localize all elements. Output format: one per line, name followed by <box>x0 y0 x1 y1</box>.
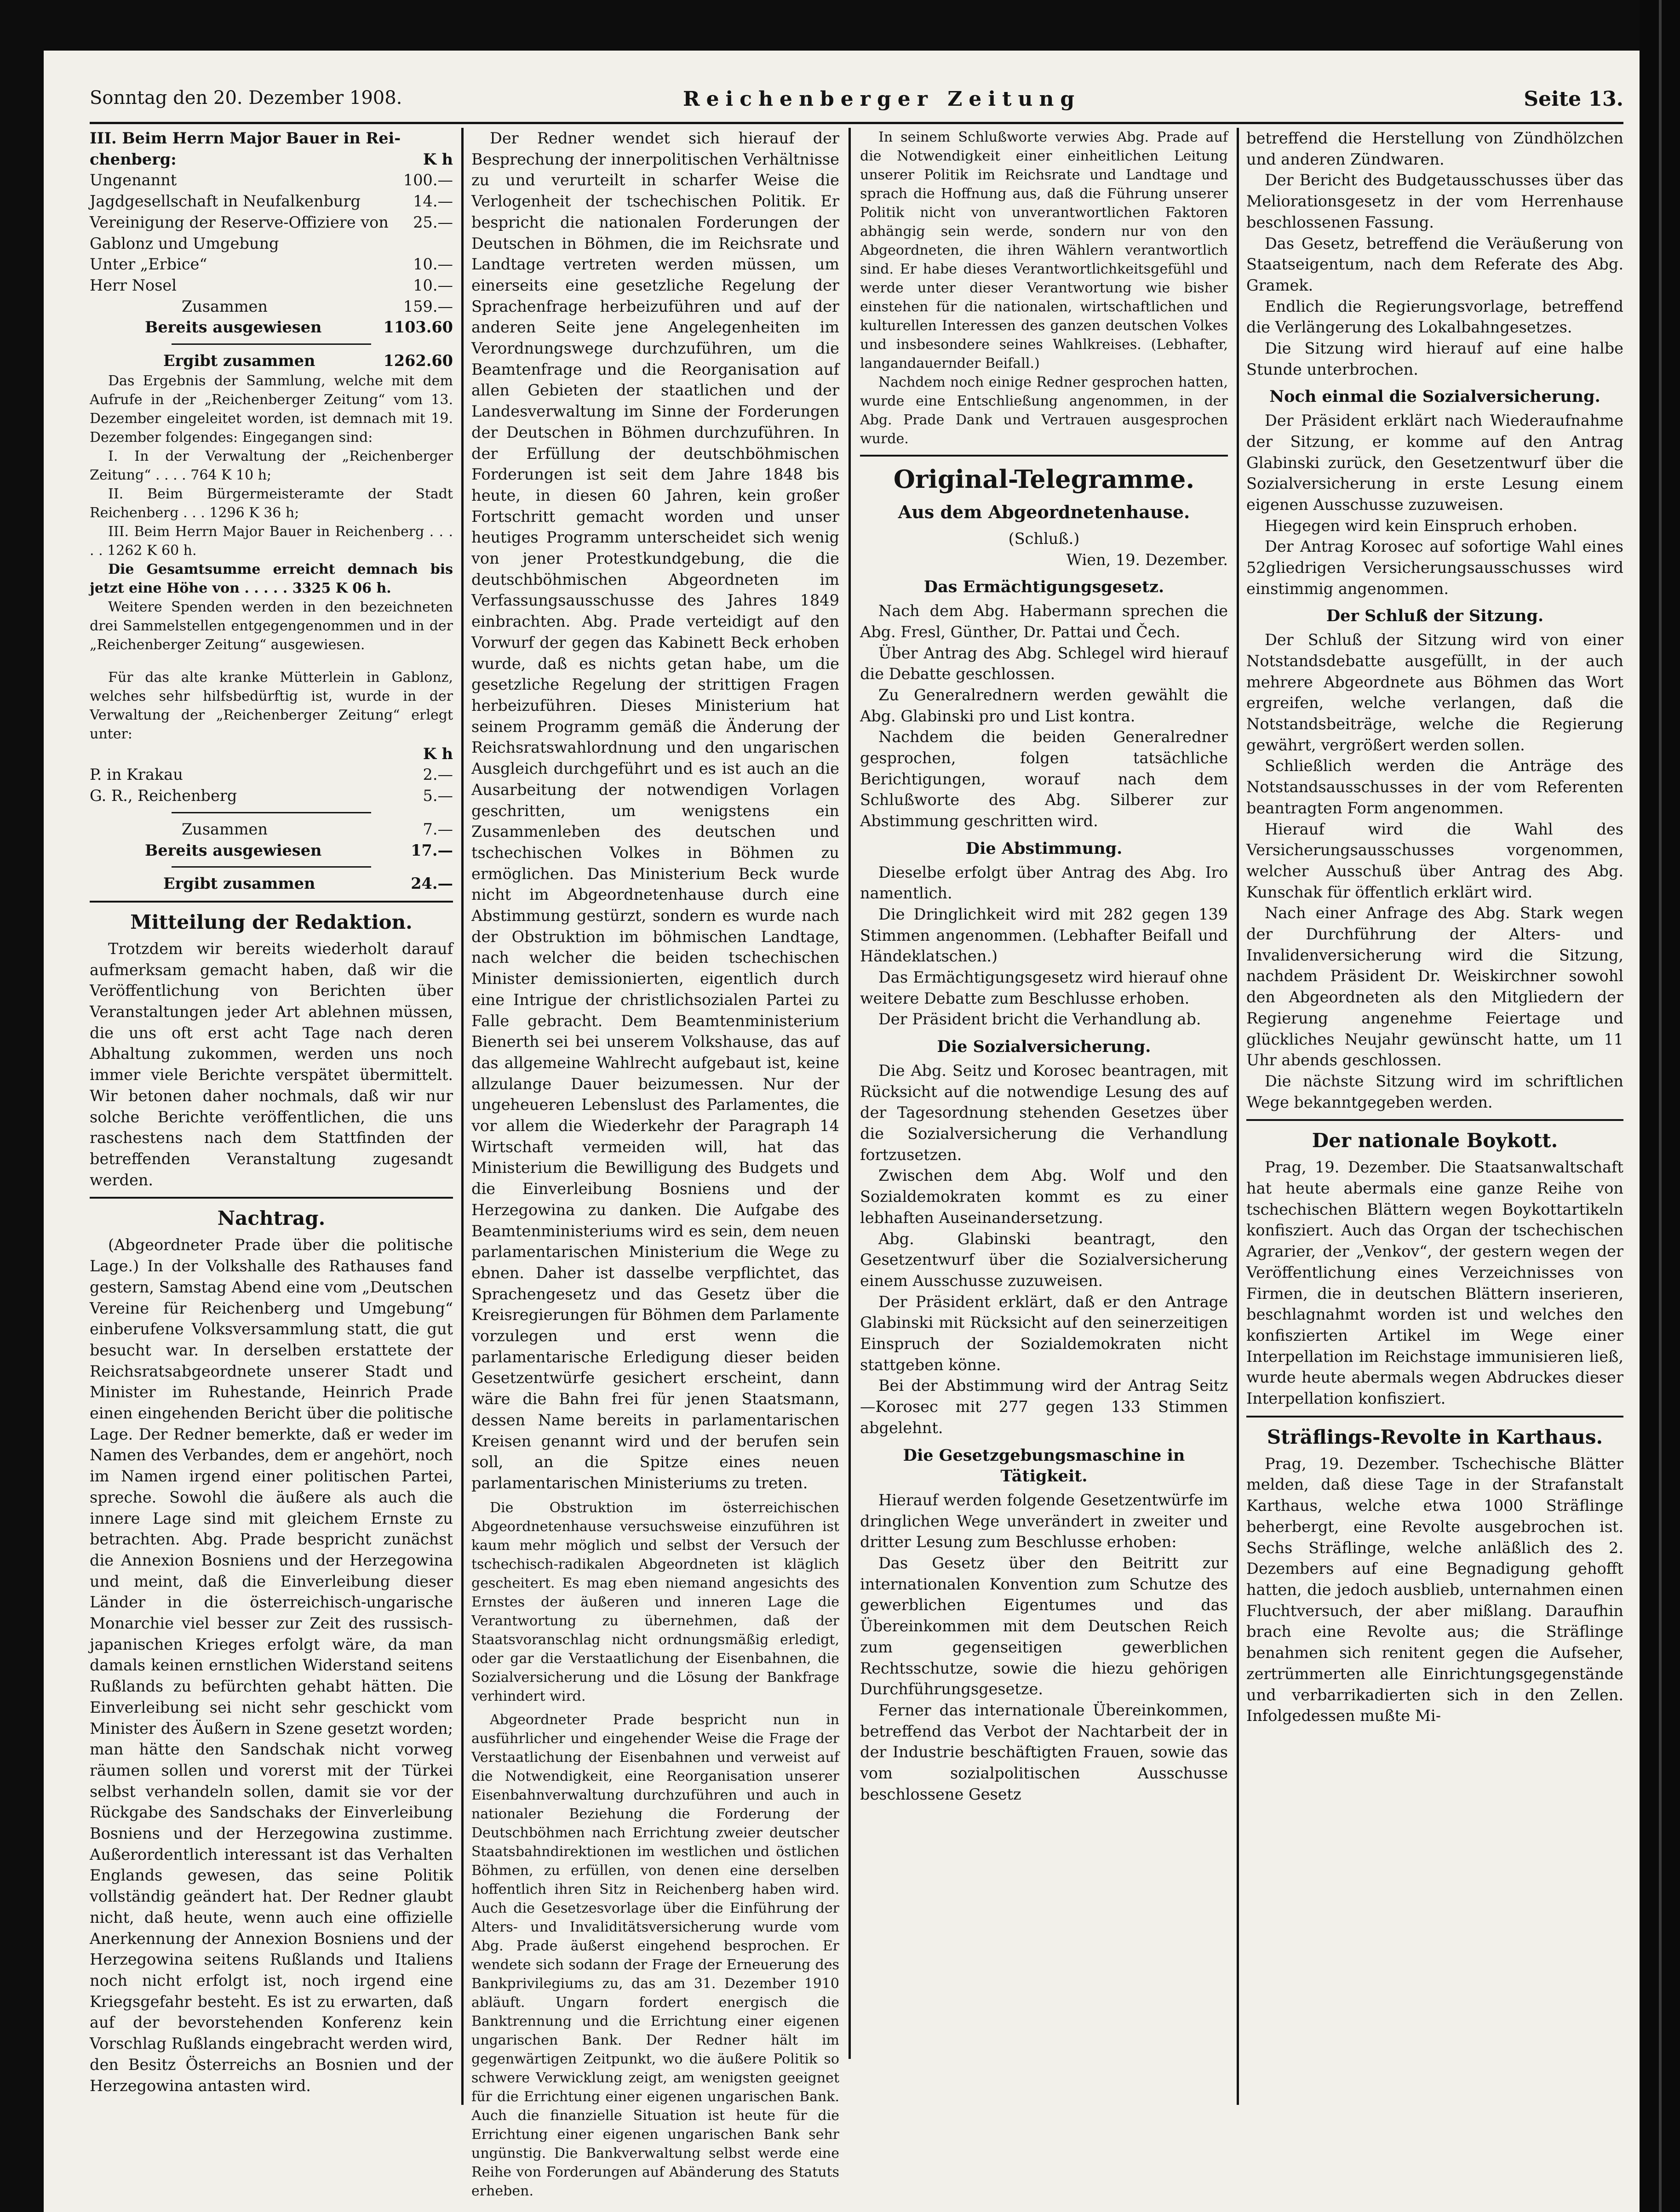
column-divider-3 <box>1237 128 1239 2105</box>
total2-label: Ergibt zusammen <box>163 875 315 893</box>
sozial-paragraph-1: Die Abg. Seitz und Korosec beantragen, mit Rücksicht auf die notwendige Lesung des auf der Tagesordnung stehenden Gesetzes über die Sozialversicherung die Verhandlung fortzusetzen. <box>860 1061 1228 1164</box>
staatseigentum-paragraph: Das Gesetz, betreffend die Veräußerung von Staatseigentum, nach dem Referate des Abg. Gramek. <box>1246 234 1623 294</box>
donation-label: Unter „Erbice“ <box>90 255 207 274</box>
gesetz-paragraph-3: Ferner das internationale Übereinkommen, betreffend das Verbot der Nachtarbeit der in der Industrie beschäftigten Frauen, sowie das vom sozialpolitischen Ausschusse beschlossene Gesetz <box>860 1701 1228 1803</box>
mother-donation-label: G. R., Reichenberg <box>90 787 237 805</box>
donation-label: Jagdgesellschaft in Neufalkenburg <box>90 192 361 211</box>
donation-row <box>90 275 453 296</box>
total1-amount: 1262.60 <box>383 352 453 370</box>
donations-heading-row <box>90 149 453 170</box>
ermaechtigung-paragraph-2: Über Antrag des Abg. Schlegel wird hierauf die Debatte geschlossen. <box>860 644 1228 683</box>
column-3 <box>860 128 1228 1967</box>
mother-donation-row <box>90 785 453 806</box>
section-rule-karthaus <box>1246 1416 1623 1418</box>
abstimmung-paragraph-3: Das Ermächtigungsgesetz wird hierauf ohne weitere Debatte zum Beschlusse erhoben. <box>860 968 1228 1007</box>
shown2-label: Bereits ausgewiesen <box>145 841 322 859</box>
sum1-label: Zusammen <box>182 297 268 315</box>
spine-edge-line <box>1659 0 1662 2212</box>
column-divider-1 <box>461 128 464 2105</box>
donation-amount: 100.— <box>403 171 453 189</box>
abstimmung-paragraph-1: Dieselbe erfolgt über Antrag des Abg. Iro namentlich. <box>860 863 1228 903</box>
mother-donation-amount: 2.— <box>423 766 453 784</box>
gesetz-paragraph-2: Das Gesetz über den Beitritt zur internationalen Konvention zum Schutze des gewerblichen Eigentumes und das Übereinkommen mit dem Deutschen Reich zum gegenseitigen gewerblichen Rechtsschutze, sowie die hiezu gehörigen Durchführungsgesetze. <box>860 1554 1228 1698</box>
donation-label: Vereinigung der Reserve-Offiziere von Gablonz und Umgebung <box>90 213 389 252</box>
notstand-antraege-paragraph: Schließlich werden die Anträge des Notstandsausschusses in der vom Referenten beantragten Form angenommen. <box>1246 757 1623 817</box>
further-text: Weitere Spenden werden in den bezeichneten drei Sammelstellen entgegengenommen und in der „Reichenberger Zeitung“ ausgewiesen. <box>90 599 453 653</box>
sum1-row <box>90 296 453 317</box>
newspaper-page <box>44 51 1640 2212</box>
sozial-paragraph-3: Abg. Glabinski beantragt, den Gesetzentwurf über die Sozialversicherung einem Ausschusse zuzuweisen. <box>860 1229 1228 1290</box>
sum2-row <box>90 819 453 840</box>
mother-donation-amount: 5.— <box>423 787 453 805</box>
prade-speech-paragraph-2: Die Obstruktion im österreichischen Abgeordnetenhause versuchsweise einzuführen ist kaum mehr möglich und selbst der Versuch der tschechisch-radikalen Abgeordneten ist kläglich gescheitert. Es mag eben niemand angesichts des Ernstes der äußeren und inneren Lage die Verantwortung zu übernehmen, daß der Staatsvoranschlag nicht ordnungsmäßig erledigt, oder gar die Verstaatlichung der Eisenbahnen, die Sozialversicherung und die Lösung der Bankfrage verhindert wird. <box>471 1499 839 1704</box>
section-rule-notice <box>90 901 453 903</box>
result-line: I. In der Verwaltung der „Reichenberger Zeitung“ . . . . 764 K 10 h; <box>90 448 453 483</box>
total1-row <box>90 350 453 372</box>
mother-donation-label: P. in Krakau <box>90 766 183 784</box>
telegrams-heading: Original-Telegramme. <box>893 464 1195 494</box>
section-rule-telegrams <box>860 455 1228 457</box>
heading-sozialversicherung: Die Sozialversicherung. <box>937 1037 1151 1057</box>
column-4 <box>1246 128 1623 2128</box>
ausschusswahl-paragraph: Hierauf wird die Wahl des Versicherungsausschusses vorgenommen, welcher Ausschuß über Antrag des Abg. Kunschak für öffentlich erklärt wird. <box>1246 820 1623 901</box>
sum2-rule-top <box>172 812 372 813</box>
resolution-paragraph: Nachdem noch einige Redner gesprochen hatten, wurde eine Entschließung angenommen, in der Abg. Prade Dank und Vertrauen ausgesprochen wurde. <box>860 374 1228 447</box>
section-rule-boykott <box>1246 1119 1623 1121</box>
donations-unit: K h <box>423 150 453 168</box>
heading-schluss-der-sitzung: Der Schluß der Sitzung. <box>1326 606 1544 626</box>
donation-row <box>90 212 453 254</box>
page-header <box>90 87 1623 120</box>
gesetz-paragraph-1: Hierauf werden folgende Gesetzentwürfe im dringlichen Wege unverändert in zweiter und dritter Lesung zum Beschlusse erhoben: <box>860 1491 1228 1551</box>
sitzung-geschlossen-paragraph: Nach einer Anfrage des Abg. Stark wegen der Durchführung der Alters- und Invalidenversicherung wird die Sitzung, nachdem Präsident Dr. Weiskirchner sowohl den Abgeordneten als den Mitgliedern der Regierung angenehme Feiertage und glückliches Neujahr gewünscht hatte, um 11 Uhr abends geschlossen. <box>1246 904 1623 1069</box>
donations-heading-line-1: III. Beim Herrn Major Bauer in Rei- <box>90 129 401 147</box>
sozial-paragraph-2: Zwischen dem Abg. Wolf und den Sozialdemokraten kommt es zu einer lebhaften Auseinandersetzung. <box>860 1166 1228 1227</box>
wiederaufnahme-paragraph: Der Präsident erklärt nach Wiederaufnahme der Sitzung, er komme auf den Antrag Glabinski zurück, den Gesetzentwurf über die Sozialversicherung in erste Lesung einem eigenen Ausschusse zuzuweisen. <box>1246 412 1623 514</box>
donation-row <box>90 191 453 212</box>
heading-gesetzgebungsmaschine: Die Gesetzgebungsmaschine in Tätigkeit. <box>903 1446 1185 1486</box>
ermaechtigung-paragraph-4: Nachdem die beiden Generalredner gesprochen, folgen tatsächliche Berichtigungen, worauf nach dem Schlußworte des Abg. Silberer zur Abstimmung geschritten wird. <box>860 728 1228 830</box>
result-line: II. Beim Bürgermeisteramte der Stadt Reichenberg . . . 1296 K 36 h; <box>90 486 453 521</box>
sum1-rule <box>172 343 372 345</box>
shown2-amount: 17.— <box>411 841 453 859</box>
sozial-paragraph-5: Bei der Abstimmung wird der Antrag Seitz—Korosec mit 277 gegen 133 Stimmen abgelehnt. <box>860 1377 1228 1437</box>
shown1-label: Bereits ausgewiesen <box>145 318 322 337</box>
mother-list <box>90 764 453 806</box>
zuendwaren-continuation: betreffend die Herstellung von Zündhölzchen und anderen Zündwaren. <box>1246 129 1623 168</box>
telegrams-conclusion-note: (Schluß.) <box>1008 530 1080 548</box>
heading-abstimmung: Die Abstimmung. <box>965 839 1123 858</box>
mother-unit: K h <box>423 744 453 763</box>
melioration-paragraph: Der Bericht des Budgetausschusses über das Meliorationsgesetz in der vom Herrenhause beschlossenen Fassung. <box>1246 171 1623 231</box>
heading-nationaler-boykott: Der nationale Boykott. <box>1312 1129 1558 1152</box>
karthaus-paragraph: Prag, 19. Dezember. Tschechische Blätter melden, daß diese Tage in der Strafanstalt Karthaus, welche etwa 1000 Sträflinge beherbergt, eine Revolte ausgebrochen ist. Sechs Sträflinge, welche anläßlich des 2. Dezembers auf eine Begnadigung gehofft hatten, die jedoch ausblieb, unternahmen einen Fluchtversuch, der aber mißlang. Daraufhin brach eine Revolte aus; die Sträflinge benahmen sich renitent gegen die Aufseher, zertrümmerten alle Einrichtungsgegenstände und verbarrikadierten sich in den Zellen. Infolgedessen mußte Mi- <box>1246 1454 1623 1725</box>
donation-amount: 14.— <box>413 192 453 211</box>
mother-donation-row <box>90 764 453 785</box>
total2-row <box>90 873 453 894</box>
sum1-amount: 159.— <box>403 297 453 315</box>
ermaechtigung-paragraph-1: Nach dem Abg. Habermann sprechen die Abg. Fresl, Günther, Dr. Pattai und Čech. <box>860 602 1228 641</box>
unterbrechung-paragraph: Die Sitzung wird hierauf auf eine halbe Stunde unterbrochen. <box>1246 339 1623 378</box>
donation-row <box>90 170 453 191</box>
abstimmung-paragraph-2: Die Dringlichkeit wird mit 282 gegen 139 Stimmen angenommen. (Lebhafter Beifall und Händeklatschen.) <box>860 905 1228 966</box>
notstand-paragraph: Der Schluß der Sitzung wird von einer Notstandsdebatte ausgefüllt, in der auch mehrere Abgeordnete aus Böhmen das Wort ergreifen, welche verlangen, daß die Notstandsbeiträge, welche die Regierung gewährt, vergrößert werden sollen. <box>1246 631 1623 754</box>
donations-block <box>90 128 453 654</box>
notice-text: Trotzdem wir bereits wiederholt darauf aufmerksam gemacht haben, daß wir die Veröffentlichung von Berichten über Veranstaltungen jeder Art ablehnen müssen, die uns oft erst acht Tage nach deren Abhaltung zukommen, werden uns noch immer viele Berichte verspätet übermittelt. Wir betonen daher nochmals, daß wir nur solche Berichte veröffentlichen, die uns raschestens nach dem Stattfinden der betreffenden Veranstaltung zugesandt werden. <box>90 939 453 1189</box>
column-2 <box>471 128 839 2199</box>
ermaechtigung-paragraph-3: Zu Generalrednern werden gewählt die Abg. Glabinski pro und List kontra. <box>860 686 1228 725</box>
telegrams-subheading: Aus dem Abgeordnetenhause. <box>898 502 1190 522</box>
header-newspaper-name: Reichenberger Zeitung <box>683 87 1081 111</box>
header-page-number: Seite 13. <box>1524 87 1623 111</box>
donations-heading-line-2: chenberg: <box>90 150 177 168</box>
naechste-sitzung-paragraph: Die nächste Sitzung wird im schriftlichen Wege bekanntgegeben werden. <box>1246 1072 1623 1111</box>
result-text: Das Ergebnis der Sammlung, welche mit dem Aufrufe in der „Reichenberger Zeitung“ vom 13. Dezember eingeleitet worden, ist demnach mit 19. Dezember folgendes: Eingegangen sind: <box>90 372 453 446</box>
donation-label: Ungenannt <box>90 171 177 189</box>
sozial-paragraph-4: Der Präsident erklärt, daß er den Antrage Glabinski mit Rücksicht auf den seinerzeitigen Einspruch der Sozialdemokraten nicht stattgeben könne. <box>860 1292 1228 1374</box>
telegrams-dateline: Wien, 19. Dezember. <box>1066 550 1228 569</box>
prade-closing-paragraph: In seinem Schlußworte verwies Abg. Prade auf die Notwendigkeit einer einheitlichen Leitung unserer Politik im Reichsrate und Landtage und sprach die Hoffnung aus, daß die Führung unserer Politik nicht von unverantwortlichen Faktoren abhängig sein werde, sondern nur von den Abgeordneten, die ihren Wählern verantwortlich sind. Er habe dieses Verantwortlichkeitsgefühl und werde unter dieser Verantwortung wie bisher einstehen für die nationalen, wirtschaftlichen und kulturellen Interessen des ganzen deutschen Volkes und insbesondere seines Wahlkreises. (Lebhafter, langandauernder Beifall.) <box>860 129 1228 372</box>
sum2-rule <box>172 866 372 868</box>
result-line: III. Beim Herrn Major Bauer in Reichenberg . . . . . 1262 K 60 h. <box>90 523 453 559</box>
notice-heading: Mitteilung der Redaktion. <box>130 910 413 933</box>
sum2-label: Zusammen <box>182 820 268 838</box>
lokalbahn-paragraph: Endlich die Regierungsvorlage, betreffend die Verlängerung des Lokalbahngesetzes. <box>1246 297 1623 337</box>
sum2-amount: 7.— <box>423 820 453 838</box>
heading-ermaechtigungsgesetz: Das Ermächtigungsgesetz. <box>923 577 1164 597</box>
section-rule-nachtrag <box>90 1197 453 1199</box>
mother-block <box>90 668 453 894</box>
donation-amount: 10.— <box>413 276 453 294</box>
nachtrag-heading: Nachtrag. <box>217 1207 326 1230</box>
column-divider-2 <box>849 128 851 2059</box>
result-list <box>90 447 453 560</box>
grand-total-text: Die Gesamtsumme erreicht demnach bis jetzt eine Höhe von . . . . . 3325 K 06 h. <box>90 561 453 596</box>
donation-amount: 25.— <box>413 213 453 231</box>
heading-noch-einmal-sozialversicherung: Noch einmal die Sozialversicherung. <box>1269 387 1600 406</box>
donation-label: Herr Nosel <box>90 276 177 294</box>
column-1 <box>90 128 453 2151</box>
header-rule <box>90 122 1623 124</box>
total1-label: Ergibt zusammen <box>163 352 315 370</box>
heading-straeflings-revolte: Sträflings-Revolte in Karthaus. <box>1267 1425 1603 1448</box>
donation-amount: 10.— <box>413 255 453 274</box>
total2-amount: 24.— <box>411 875 453 893</box>
shown1-amount: 1103.60 <box>383 318 453 337</box>
prade-speech-paragraph-1: Der Redner wendet sich hierauf der Besprechung der innerpolitischen Verhältnisse zu und verurteilt in scharfer Weise die Verlogenheit der tschechischen Politik. Er bespricht die nationalen Forderungen der Deutschen in Böhmen, die im Reichsrate und Landtage vertreten werden müssen, um einerseits eine gesetzliche Regelung der Sprachenfrage herbeizuführen und auf der anderen Seite jene Angelegenheiten im Verordnungswege durchzuführen, um die Beamtenfrage und die Reorganisation auf allen Gebieten der staatlichen und der Landesverwaltung im Sinne der Forderungen der Deutschen in Böhmen durchzuführen. In der Erfüllung der deutschböhmischen Forderungen ist seit dem Jahre 1848 bis heute, in diesen 60 Jahren, kein großer Fortschritt gemacht worden und unser heutiges Programm unterscheidet sich wenig von jener Protestkundgebung, die die deutschböhmischen Abgeordneten im Verfassungsausschusse des Jahres 1849 einbrachten. Abg. Prade verteidigt auf den Vorwurf der gegen das Kabinett Beck erhoben wurde, daß es nichts getan habe, um die gesetzliche Regelung der strittigen Fragen herbeizuführen. Dieses Ministerium hat seinem Programm gemäß die Änderung der Reichsratswahlordnung und den ungarischen Ausgleich durchgeführt und es ist auch an die Ausarbeitung der notwendigen Vorlagen geschritten, um wenigstens ein Zusammenleben des deutschen und tschechischen Volkes in Böhmen zu ermöglichen. Das Ministerium Beck wurde nicht im Abgeordnetenhause durch eine Abstimmung gestürzt, sondern es wurde nach der Obstruktion im böhmischen Landtage, nach welcher die beiden tschechischen Minister demissionierten, eigentlich durch eine Intrigue der christlichsozialen Partei zu Falle gebracht. Dem Beamtenministerium Bienerth sei bei unserem Volkshause, das auf das allgemeine Wahlrecht aufgebaut ist, keine allzulange Dauer beizumessen. Nur der ungeheueren Lebenslust des Parlamentes, die vor allem die Wiederkehr der Paragraph 14 Wirtschaft vermeiden will, hat das Ministerium die Bewilligung des Budgets und die Einverleibung Bosniens und der Herzegowina zu danken. Die Aufgabe des Beamtenministeriums wird es sein, dem neuen parlamentarischen Ministerium die Wege zu ebnen. Daher ist dasselbe verpflichtet, das Sprachengesetz und das Gesetz über die Kreisregierungen für Böhmen dem Parlamente vorzulegen und erst wenn die parlamentarische Erledigung dieser beiden Gesetzentwürfe gesichert erscheint, dann wäre die Bahn frei für jenen Staatsmann, dessen Name bereits in parlamentarischen Kreisen genannt wird und der berufen sein soll, an die Spitze eines neuen parlamentarischen Ministeriums zu treten. <box>471 129 839 1492</box>
mother-intro: Für das alte kranke Mütterlein in Gablonz, welches sehr hilfsbedürftig ist, wurde in der Verwaltung der „Reichenberger Zeitung“ erlegt unter: <box>90 669 453 742</box>
prade-speech-paragraph-3: Abgeordneter Prade bespricht nun in ausführlicher und eingehender Weise die Frage der Verstaatlichung der Eisenbahnen und verweist auf die Notwendigkeit, eine Reorganisation unserer Eisenbahnverwaltung durchzuführen und auch in nationaler Beziehung die Forderung der Deutschböhmen nach Errichtung zweier deutscher Staatsbahndirektionen im westlichen und östlichen Böhmen, zu erfüllen, von denen eine derselben hoffentlich ihren Sitz in Reichenberg haben wird. Auch die Gesetzesvorlage über die Einführung der Alters- und Invaliditätsversicherung wurde vom Abg. Prade äußerst eingehend besprochen. Er wendete sich sodann der Frage der Erneuerung des Bankprivilegiums zu, das am 31. Dezember 1910 abläuft. Ungarn fordert energisch die Banktrennung und die Errichtung einer eigenen ungarischen Bank. Der Redner hält im gegenwärtigen Zeitpunkt, wo die äußere Politik so schwere Verwicklung zeigt, am wenigsten geeignet für die Errichtung einer eigenen ungarischen Bank. Auch die finanzielle Situation ist heute für die Errichtung einer eigenen ungarischen Bank sehr ungünstig. Die Bankverwaltung selbst werde eine Reihe von Forderungen auf Abänderung des Statuts erheben. <box>471 1711 839 2199</box>
shown1-row <box>90 317 453 338</box>
donation-row <box>90 254 453 275</box>
donations-list <box>90 170 453 296</box>
abstimmung-paragraph-4: Der Präsident bricht die Verhandlung ab. <box>878 1010 1201 1029</box>
header-date: Sonntag den 20. Dezember 1908. <box>90 87 402 109</box>
kein-einspruch-paragraph: Hiegegen wird kein Einspruch erhoben. <box>1265 516 1578 535</box>
boykott-paragraph: Prag, 19. Dezember. Die Staatsanwaltschaft hat heute abermals eine ganze Reihe von tschechischen Blättern wegen Boykottartikeln konfisziert. Auch das Organ der tschechischen Agrarier, der „Venkov“, der gestern wegen der Veröffentlichung eines Verzeichnisses von Firmen, die in deutschen Blättern inserieren, beschlagnahmt worden ist und welches den konfiszierten Artikel im Wege einer Interpellation im Reichstage immunisieren ließ, wurde heute abermals wegen Abdruckes dieser Interpellation konfisziert. <box>1246 1158 1623 1408</box>
versicherungsausschuss-paragraph: Der Antrag Korosec auf sofortige Wahl eines 52gliedrigen Versicherungsausschusses wird einstimmig angenommen. <box>1246 537 1623 598</box>
nachtrag-text: (Abgeordneter Prade über die politische Lage.) In der Volkshalle des Rathauses fand gestern, Samstag Abend eine vom „Deutschen Vereine für Reichenberg und Umgebung“ einberufene Volksversammlung statt, die gut besucht war. In derselben erstattete der Reichsratsabgeordnete unserer Stadt und Minister im Ruhestande, Heinrich Prade einen eingehenden Bericht über die politische Lage. Der Redner bemerkte, daß er weder im Namen des Verbandes, dem er angehört, noch im Namen irgend einer politischen Partei, spreche. Sowohl die äußere als auch die innere Lage sind mit gleichem Ernste zu betrachten. Abg. Prade bespricht zunächst die Annexion Bosniens und der Herzegowina und meint, daß die Einverleibung dieser Länder in die österreichisch-ungarische Monarchie viel besser zur Zeit des russisch-japanischen Krieges erfolgt wäre, da man damals keinen ernstlichen Widerstand seitens Rußlands zu befürchten gehabt hätten. Die Einverleibung sei nicht sehr geschickt vom Minister des Äußern in Szene gesetzt worden; man hätte den Sandschak nicht vorweg räumen sollen und vorerst mit der Türkei selbst verhandeln sollen, damit sie vor der Rückgabe des Sandschaks der Einverleibung Bosniens und der Herzegowina zustimme. Außerordentlich interessant ist das Verhalten Englands gewesen, das seine Politik vollständig geändert hat. Der Redner glaubt nicht, daß heute, wenn auch eine offizielle Anerkennung der Annexion Bosniens und der Herzegowina seitens Rußlands und Italiens noch nicht erfolgt ist, noch irgend eine Kriegsgefahr besteht. Es ist zu erwarten, daß auf der bevorstehenden Konferenz kein Vorschlag Rußlands eingebracht werden wird, den Besitz Österreichs an Bosnien und der Herzegowina antasten wird. <box>90 1236 453 2095</box>
shown2-row <box>90 840 453 861</box>
